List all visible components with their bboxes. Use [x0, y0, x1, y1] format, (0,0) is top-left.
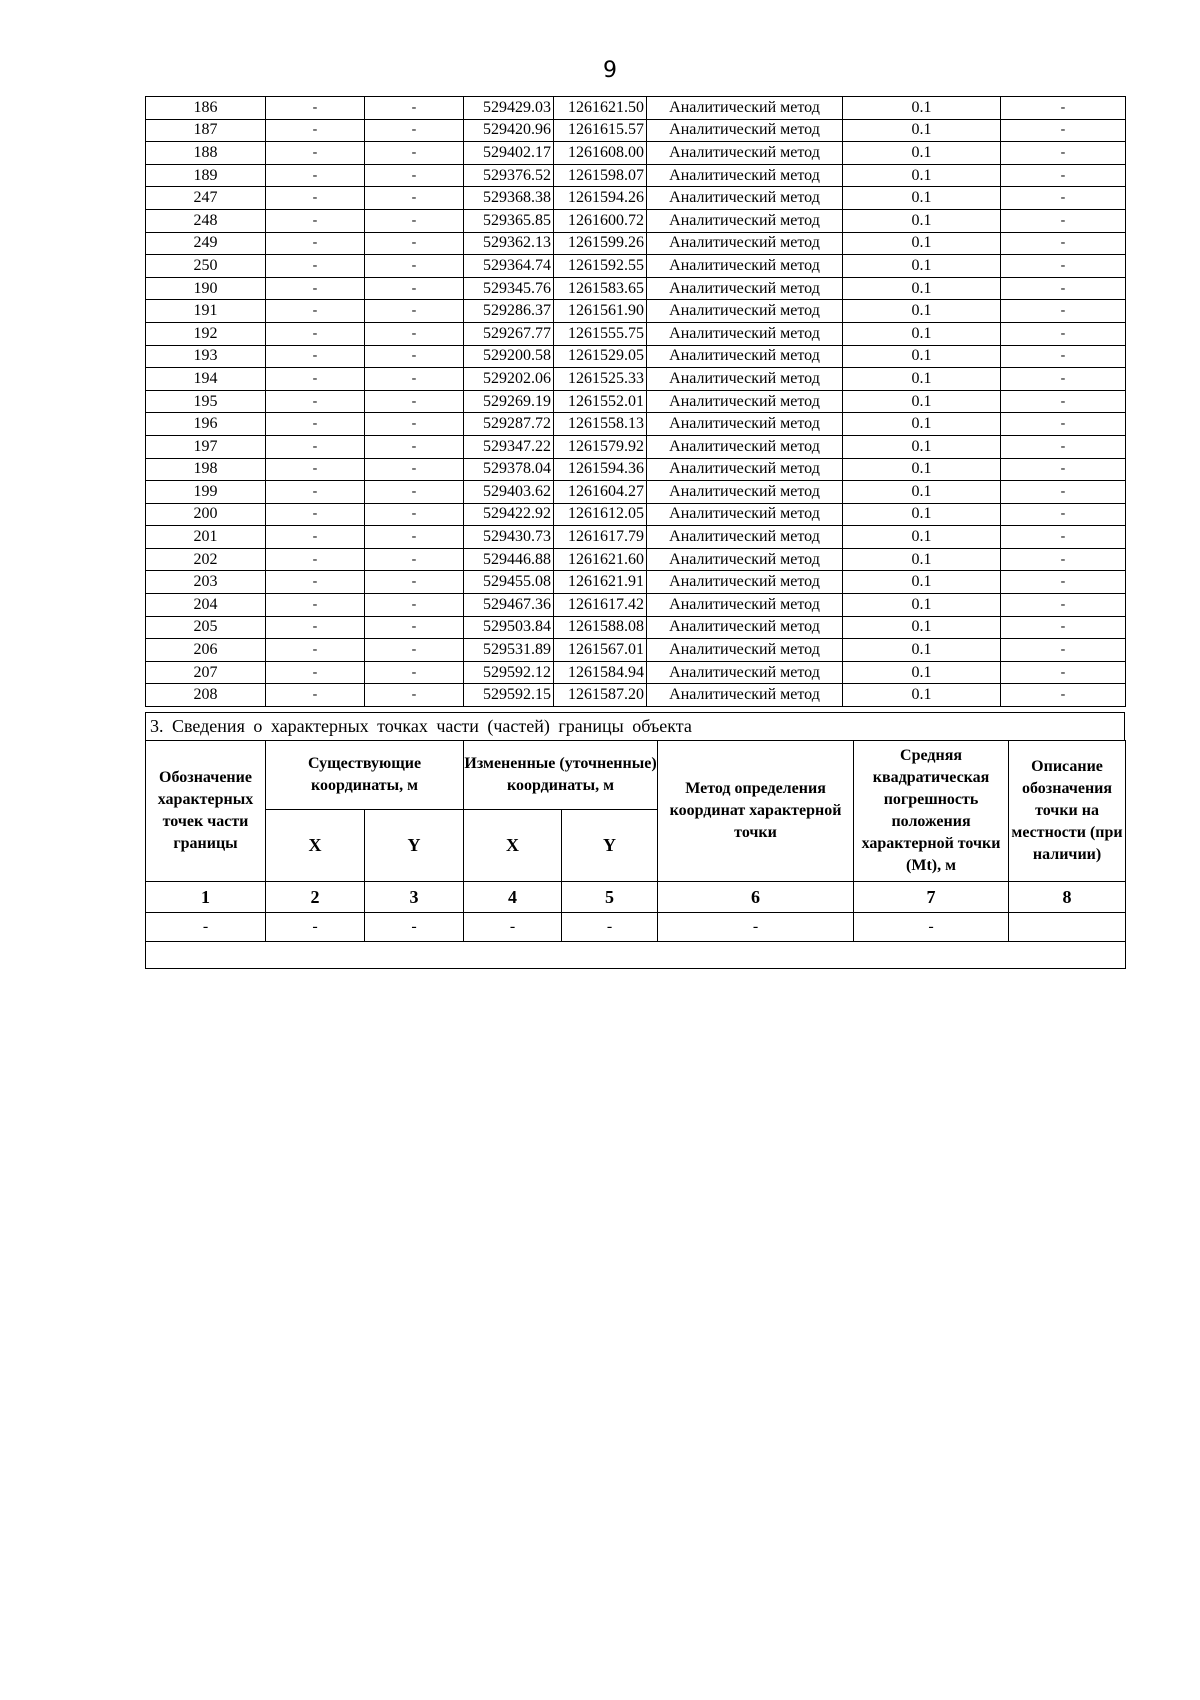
point-number-cell: 205 [146, 616, 266, 639]
header-existing-x: X [266, 810, 365, 882]
table-row [146, 255, 1126, 278]
method-cell: Аналитический метод [647, 548, 843, 571]
existing-x-cell: - [266, 209, 365, 232]
section-3-cell: - [658, 913, 854, 942]
method-cell: Аналитический метод [647, 97, 843, 120]
table-row [146, 548, 1126, 571]
method-cell: Аналитический метод [647, 255, 843, 278]
existing-x-cell: - [266, 97, 365, 120]
existing-x-cell: - [266, 571, 365, 594]
point-number-cell: 200 [146, 503, 266, 526]
changed-y-cell: 1261552.01 [554, 390, 647, 413]
existing-y-cell: - [365, 435, 464, 458]
table-row [146, 232, 1126, 255]
method-cell: Аналитический метод [647, 142, 843, 165]
point-number-cell: 250 [146, 255, 266, 278]
changed-y-cell: 1261608.00 [554, 142, 647, 165]
mean-error-cell: 0.1 [843, 481, 1001, 504]
table-row [146, 458, 1126, 481]
point-number-cell: 202 [146, 548, 266, 571]
table-row [146, 639, 1126, 662]
mean-error-cell: 0.1 [843, 209, 1001, 232]
changed-y-cell: 1261599.26 [554, 232, 647, 255]
method-cell: Аналитический метод [647, 209, 843, 232]
existing-x-cell: - [266, 142, 365, 165]
description-cell: - [1001, 526, 1126, 549]
point-number-cell: 197 [146, 435, 266, 458]
method-cell: Аналитический метод [647, 571, 843, 594]
existing-y-cell: - [365, 526, 464, 549]
table-row [146, 368, 1126, 391]
changed-y-cell: 1261604.27 [554, 481, 647, 504]
mean-error-cell: 0.1 [843, 97, 1001, 120]
existing-x-cell: - [266, 368, 365, 391]
table-row [146, 119, 1126, 142]
changed-x-cell: 529455.08 [464, 571, 554, 594]
existing-x-cell: - [266, 594, 365, 617]
changed-y-cell: 1261587.20 [554, 684, 647, 707]
header-changed-y: Y [562, 810, 658, 882]
page-number: 9 [603, 58, 617, 83]
description-cell: - [1001, 187, 1126, 210]
changed-x-cell: 529467.36 [464, 594, 554, 617]
changed-x-cell: 529429.03 [464, 97, 554, 120]
method-cell: Аналитический метод [647, 164, 843, 187]
mean-error-cell: 0.1 [843, 322, 1001, 345]
existing-y-cell: - [365, 571, 464, 594]
description-cell: - [1001, 322, 1126, 345]
changed-x-cell: 529269.19 [464, 390, 554, 413]
mean-error-cell: 0.1 [843, 142, 1001, 165]
existing-x-cell: - [266, 322, 365, 345]
description-cell: - [1001, 661, 1126, 684]
existing-x-cell: - [266, 684, 365, 707]
changed-y-cell: 1261584.94 [554, 661, 647, 684]
table-row [146, 97, 1126, 120]
changed-x-cell: 529365.85 [464, 209, 554, 232]
existing-y-cell: - [365, 684, 464, 707]
changed-y-cell: 1261621.50 [554, 97, 647, 120]
changed-y-cell: 1261598.07 [554, 164, 647, 187]
coordinates-table-body [146, 97, 1126, 707]
header-existing-y: Y [365, 810, 464, 882]
table-row [146, 526, 1126, 549]
changed-y-cell: 1261621.60 [554, 548, 647, 571]
table-row [146, 187, 1126, 210]
changed-y-cell: 1261621.91 [554, 571, 647, 594]
description-cell: - [1001, 548, 1126, 571]
existing-x-cell: - [266, 255, 365, 278]
description-cell: - [1001, 594, 1126, 617]
method-cell: Аналитический метод [647, 368, 843, 391]
existing-y-cell: - [365, 390, 464, 413]
table-row [146, 142, 1126, 165]
table-row [146, 209, 1126, 232]
section-3-cell: - [266, 913, 365, 942]
method-cell: Аналитический метод [647, 616, 843, 639]
point-number-cell: 194 [146, 368, 266, 391]
description-cell: - [1001, 368, 1126, 391]
existing-x-cell: - [266, 616, 365, 639]
point-number-cell: 198 [146, 458, 266, 481]
existing-y-cell: - [365, 458, 464, 481]
changed-x-cell: 529531.89 [464, 639, 554, 662]
method-cell: Аналитический метод [647, 119, 843, 142]
point-number-cell: 186 [146, 97, 266, 120]
existing-x-cell: - [266, 164, 365, 187]
existing-y-cell: - [365, 368, 464, 391]
method-cell: Аналитический метод [647, 458, 843, 481]
method-cell: Аналитический метод [647, 684, 843, 707]
changed-y-cell: 1261567.01 [554, 639, 647, 662]
description-cell: - [1001, 97, 1126, 120]
changed-y-cell: 1261594.36 [554, 458, 647, 481]
section-3-empty-row [146, 942, 1126, 969]
changed-y-cell: 1261558.13 [554, 413, 647, 436]
method-cell: Аналитический метод [647, 277, 843, 300]
table-row [146, 594, 1126, 617]
existing-x-cell: - [266, 639, 365, 662]
changed-x-cell: 529503.84 [464, 616, 554, 639]
section-3-table [145, 740, 1126, 969]
existing-x-cell: - [266, 232, 365, 255]
changed-y-cell: 1261588.08 [554, 616, 647, 639]
method-cell: Аналитический метод [647, 481, 843, 504]
method-cell: Аналитический метод [647, 435, 843, 458]
description-cell: - [1001, 277, 1126, 300]
existing-x-cell: - [266, 435, 365, 458]
empty-cell [146, 942, 1126, 969]
description-cell: - [1001, 435, 1126, 458]
description-cell: - [1001, 684, 1126, 707]
method-cell: Аналитический метод [647, 390, 843, 413]
mean-error-cell: 0.1 [843, 187, 1001, 210]
section-3-cell: - [146, 913, 266, 942]
changed-x-cell: 529200.58 [464, 345, 554, 368]
header-changed-coordinates: Измененные (уточненные) координаты, м [464, 741, 658, 810]
description-cell: - [1001, 164, 1126, 187]
header-description: Описание обозначения точки на местности (при наличии) [1009, 741, 1126, 882]
mean-error-cell: 0.1 [843, 503, 1001, 526]
table-row [146, 300, 1126, 323]
changed-x-cell: 529364.74 [464, 255, 554, 278]
section-3-cell: - [464, 913, 562, 942]
header-existing-coordinates: Существующие координаты, м [266, 741, 464, 810]
table-row [146, 413, 1126, 436]
existing-x-cell: - [266, 390, 365, 413]
description-cell: - [1001, 209, 1126, 232]
section-3-cell: - [365, 913, 464, 942]
table-row [146, 503, 1126, 526]
column-number-cell: 1 [146, 882, 266, 913]
changed-x-cell: 529592.15 [464, 684, 554, 707]
changed-y-cell: 1261600.72 [554, 209, 647, 232]
existing-x-cell: - [266, 277, 365, 300]
changed-x-cell: 529422.92 [464, 503, 554, 526]
mean-error-cell: 0.1 [843, 119, 1001, 142]
changed-y-cell: 1261561.90 [554, 300, 647, 323]
changed-y-cell: 1261529.05 [554, 345, 647, 368]
existing-x-cell: - [266, 300, 365, 323]
table-row [146, 390, 1126, 413]
existing-y-cell: - [365, 300, 464, 323]
existing-y-cell: - [365, 142, 464, 165]
existing-x-cell: - [266, 526, 365, 549]
method-cell: Аналитический метод [647, 639, 843, 662]
mean-error-cell: 0.1 [843, 684, 1001, 707]
point-number-cell: 248 [146, 209, 266, 232]
header-point-designation: Обозначение характерных точек части границы [146, 741, 266, 882]
changed-x-cell: 529287.72 [464, 413, 554, 436]
existing-x-cell: - [266, 119, 365, 142]
table-row [146, 616, 1126, 639]
mean-error-cell: 0.1 [843, 548, 1001, 571]
point-number-cell: 192 [146, 322, 266, 345]
existing-y-cell: - [365, 255, 464, 278]
existing-y-cell: - [365, 661, 464, 684]
mean-error-cell: 0.1 [843, 639, 1001, 662]
point-number-cell: 204 [146, 594, 266, 617]
changed-y-cell: 1261555.75 [554, 322, 647, 345]
mean-error-cell: 0.1 [843, 277, 1001, 300]
mean-error-cell: 0.1 [843, 594, 1001, 617]
mean-error-cell: 0.1 [843, 413, 1001, 436]
mean-error-cell: 0.1 [843, 300, 1001, 323]
existing-x-cell: - [266, 503, 365, 526]
description-cell: - [1001, 345, 1126, 368]
changed-x-cell: 529202.06 [464, 368, 554, 391]
changed-x-cell: 529368.38 [464, 187, 554, 210]
existing-y-cell: - [365, 97, 464, 120]
existing-y-cell: - [365, 481, 464, 504]
section-3-cell: - [562, 913, 658, 942]
description-cell: - [1001, 300, 1126, 323]
description-cell: - [1001, 571, 1126, 594]
description-cell: - [1001, 458, 1126, 481]
point-number-cell: 249 [146, 232, 266, 255]
description-cell: - [1001, 481, 1126, 504]
existing-y-cell: - [365, 277, 464, 300]
table-row [146, 345, 1126, 368]
existing-x-cell: - [266, 548, 365, 571]
existing-x-cell: - [266, 661, 365, 684]
column-number-cell: 5 [562, 882, 658, 913]
changed-x-cell: 529347.22 [464, 435, 554, 458]
section-3-cell [1009, 913, 1126, 942]
changed-x-cell: 529420.96 [464, 119, 554, 142]
point-number-cell: 207 [146, 661, 266, 684]
changed-x-cell: 529345.76 [464, 277, 554, 300]
description-cell: - [1001, 639, 1126, 662]
changed-y-cell: 1261617.79 [554, 526, 647, 549]
existing-x-cell: - [266, 413, 365, 436]
point-number-cell: 206 [146, 639, 266, 662]
column-number-cell: 3 [365, 882, 464, 913]
description-cell: - [1001, 413, 1126, 436]
description-cell: - [1001, 119, 1126, 142]
section-3-title: 3. Сведения о характерных точках части (частей) границы объекта [145, 712, 1125, 740]
mean-error-cell: 0.1 [843, 571, 1001, 594]
method-cell: Аналитический метод [647, 526, 843, 549]
existing-y-cell: - [365, 616, 464, 639]
method-cell: Аналитический метод [647, 322, 843, 345]
changed-x-cell: 529402.17 [464, 142, 554, 165]
existing-x-cell: - [266, 187, 365, 210]
changed-x-cell: 529592.12 [464, 661, 554, 684]
changed-x-cell: 529378.04 [464, 458, 554, 481]
mean-error-cell: 0.1 [843, 368, 1001, 391]
existing-y-cell: - [365, 322, 464, 345]
existing-y-cell: - [365, 209, 464, 232]
section-3-cell: - [854, 913, 1009, 942]
existing-y-cell: - [365, 639, 464, 662]
changed-x-cell: 529430.73 [464, 526, 554, 549]
point-number-cell: 190 [146, 277, 266, 300]
point-number-cell: 201 [146, 526, 266, 549]
column-number-cell: 2 [266, 882, 365, 913]
changed-y-cell: 1261525.33 [554, 368, 647, 391]
table-row [146, 322, 1126, 345]
mean-error-cell: 0.1 [843, 390, 1001, 413]
point-number-cell: 203 [146, 571, 266, 594]
method-cell: Аналитический метод [647, 232, 843, 255]
point-number-cell: 195 [146, 390, 266, 413]
mean-error-cell: 0.1 [843, 661, 1001, 684]
existing-y-cell: - [365, 119, 464, 142]
existing-y-cell: - [365, 413, 464, 436]
existing-y-cell: - [365, 164, 464, 187]
description-cell: - [1001, 390, 1126, 413]
table-row [146, 164, 1126, 187]
existing-y-cell: - [365, 187, 464, 210]
changed-x-cell: 529376.52 [464, 164, 554, 187]
point-number-cell: 191 [146, 300, 266, 323]
point-number-cell: 189 [146, 164, 266, 187]
method-cell: Аналитический метод [647, 661, 843, 684]
mean-error-cell: 0.1 [843, 458, 1001, 481]
changed-x-cell: 529286.37 [464, 300, 554, 323]
changed-y-cell: 1261615.57 [554, 119, 647, 142]
point-number-cell: 199 [146, 481, 266, 504]
mean-error-cell: 0.1 [843, 164, 1001, 187]
method-cell: Аналитический метод [647, 345, 843, 368]
method-cell: Аналитический метод [647, 187, 843, 210]
header-mean-square-error: Средняя квадратическая погрешность положения характерной точки (Mt), м [854, 741, 1009, 882]
method-cell: Аналитический метод [647, 413, 843, 436]
section-3-data-row [146, 913, 1126, 942]
mean-error-cell: 0.1 [843, 526, 1001, 549]
table-row [146, 684, 1126, 707]
point-number-cell: 193 [146, 345, 266, 368]
mean-error-cell: 0.1 [843, 255, 1001, 278]
header-method: Метод определения координат характерной точки [658, 741, 854, 882]
table-row [146, 277, 1126, 300]
table-row [146, 481, 1126, 504]
method-cell: Аналитический метод [647, 300, 843, 323]
changed-y-cell: 1261583.65 [554, 277, 647, 300]
method-cell: Аналитический метод [647, 594, 843, 617]
description-cell: - [1001, 142, 1126, 165]
coordinates-table [145, 96, 1126, 707]
existing-x-cell: - [266, 345, 365, 368]
description-cell: - [1001, 616, 1126, 639]
existing-y-cell: - [365, 232, 464, 255]
point-number-cell: 196 [146, 413, 266, 436]
existing-y-cell: - [365, 503, 464, 526]
changed-y-cell: 1261592.55 [554, 255, 647, 278]
description-cell: - [1001, 232, 1126, 255]
table-row [146, 571, 1126, 594]
method-cell: Аналитический метод [647, 503, 843, 526]
changed-y-cell: 1261579.92 [554, 435, 647, 458]
point-number-cell: 188 [146, 142, 266, 165]
column-number-cell: 7 [854, 882, 1009, 913]
point-number-cell: 187 [146, 119, 266, 142]
description-cell: - [1001, 255, 1126, 278]
mean-error-cell: 0.1 [843, 345, 1001, 368]
column-numbers-row [146, 882, 1126, 913]
column-number-cell: 8 [1009, 882, 1126, 913]
changed-x-cell: 529403.62 [464, 481, 554, 504]
point-number-cell: 208 [146, 684, 266, 707]
changed-x-cell: 529267.77 [464, 322, 554, 345]
changed-y-cell: 1261617.42 [554, 594, 647, 617]
changed-y-cell: 1261612.05 [554, 503, 647, 526]
mean-error-cell: 0.1 [843, 232, 1001, 255]
existing-x-cell: - [266, 481, 365, 504]
header-changed-x: X [464, 810, 562, 882]
column-number-cell: 6 [658, 882, 854, 913]
changed-x-cell: 529446.88 [464, 548, 554, 571]
mean-error-cell: 0.1 [843, 616, 1001, 639]
column-number-cell: 4 [464, 882, 562, 913]
mean-error-cell: 0.1 [843, 435, 1001, 458]
changed-x-cell: 529362.13 [464, 232, 554, 255]
existing-y-cell: - [365, 345, 464, 368]
table-row [146, 661, 1126, 684]
existing-y-cell: - [365, 548, 464, 571]
existing-x-cell: - [266, 458, 365, 481]
point-number-cell: 247 [146, 187, 266, 210]
existing-y-cell: - [365, 594, 464, 617]
table-row [146, 435, 1126, 458]
changed-y-cell: 1261594.26 [554, 187, 647, 210]
description-cell: - [1001, 503, 1126, 526]
